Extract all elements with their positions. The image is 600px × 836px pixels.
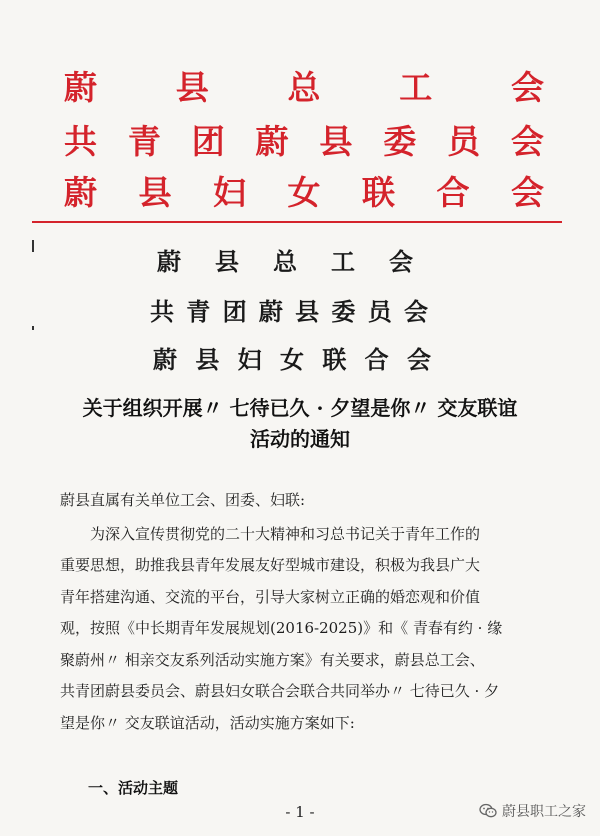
letterhead-char: 员 (447, 122, 481, 161)
issuer-char: 会 (406, 345, 431, 374)
salutation: 蔚县直属有关单位工会、团委、妇联: (60, 491, 306, 509)
binding-mark (32, 326, 34, 330)
body-line: 青年搭建沟通、交流的平台，引导大家树立正确的婚恋观和价值 (60, 588, 481, 606)
issuer-char: 团 (222, 297, 247, 326)
body-line: 为深入宣传贯彻党的二十大精神和习总书记关于青年工作的 (90, 525, 481, 543)
issuer-char: 蔚 (157, 247, 181, 276)
letterhead-char: 合 (436, 173, 470, 212)
issuer-char: 蔚 (258, 297, 283, 326)
issuer-char: 青 (186, 297, 211, 326)
letterhead-char: 蔚 (64, 173, 97, 212)
section-heading: 一、活动主题 (88, 779, 179, 797)
letterhead-char: 总 (287, 68, 321, 107)
letterhead-char: 会 (510, 122, 544, 161)
issuer-char: 员 (367, 297, 392, 326)
letterhead-char: 工 (399, 68, 433, 107)
issuer-char: 会 (403, 297, 428, 326)
letterhead-char: 会 (511, 173, 544, 212)
document-title-line-1: 关于组织开展〃 七待已久 · 夕望是你〃 交友联谊 (82, 396, 518, 420)
body-line: 重要思想，助推我县青年发展友好型城市建设，积极为我县广大 (60, 556, 481, 574)
issuer-char: 总 (273, 247, 297, 276)
letterhead-red-rule (32, 221, 562, 223)
body-line: 聚蔚州〃 相亲交友系列活动实施方案》有关要求，蔚县总工会、 (60, 651, 485, 669)
issuer-char: 县 (215, 247, 239, 276)
letterhead-char: 县 (138, 173, 172, 212)
letterhead-char: 联 (362, 173, 395, 212)
issuer-char: 女 (279, 345, 304, 374)
letterhead-char: 县 (319, 122, 353, 161)
wechat-icon (479, 803, 497, 819)
letterhead-char: 蔚 (255, 122, 289, 161)
letterhead-char: 妇 (213, 173, 246, 212)
issuer-char: 联 (322, 345, 347, 374)
letterhead-char: 蔚 (64, 68, 97, 107)
letterhead-char: 委 (383, 122, 417, 161)
issuer-char: 县 (195, 345, 220, 374)
source-watermark (479, 801, 586, 821)
letterhead-char: 团 (191, 122, 225, 161)
issuer-line-3 (153, 346, 431, 374)
issuer-char: 县 (295, 297, 320, 326)
watermark-text: 蔚县职工之家 (502, 804, 586, 820)
body-line: 观，按照《中长期青年发展规划(2016-2025)》和《 青春有约 · 缘 (60, 619, 503, 637)
letterhead-char: 女 (287, 173, 321, 212)
letterhead-char: 县 (175, 68, 209, 107)
issuer-char: 蔚 (153, 345, 177, 374)
letterhead-line-3 (64, 175, 544, 211)
issuer-line-2 (150, 298, 428, 326)
issuer-char: 工 (331, 247, 355, 276)
letterhead-line-2 (64, 124, 544, 160)
letterhead-char: 会 (511, 68, 544, 107)
issuer-char: 共 (150, 297, 174, 326)
page-number: - 1 - (285, 803, 315, 821)
body-line: 共青团蔚县委员会、蔚县妇女联合会联合共同举办〃 七待已久 · 夕 (60, 682, 500, 700)
issuer-char: 委 (331, 297, 356, 326)
letterhead-char: 共 (64, 122, 97, 161)
document-title-line-2: 活动的通知 (250, 427, 350, 451)
issuer-line-1 (157, 248, 413, 276)
binding-mark (32, 240, 34, 252)
issuer-char: 妇 (237, 345, 262, 374)
issuer-char: 会 (389, 247, 413, 276)
issuer-char: 合 (364, 345, 389, 374)
letterhead-char: 青 (127, 122, 161, 161)
body-line: 望是你〃 交友联谊活动，活动实施方案如下: (60, 714, 355, 732)
letterhead-line-1 (64, 70, 544, 106)
